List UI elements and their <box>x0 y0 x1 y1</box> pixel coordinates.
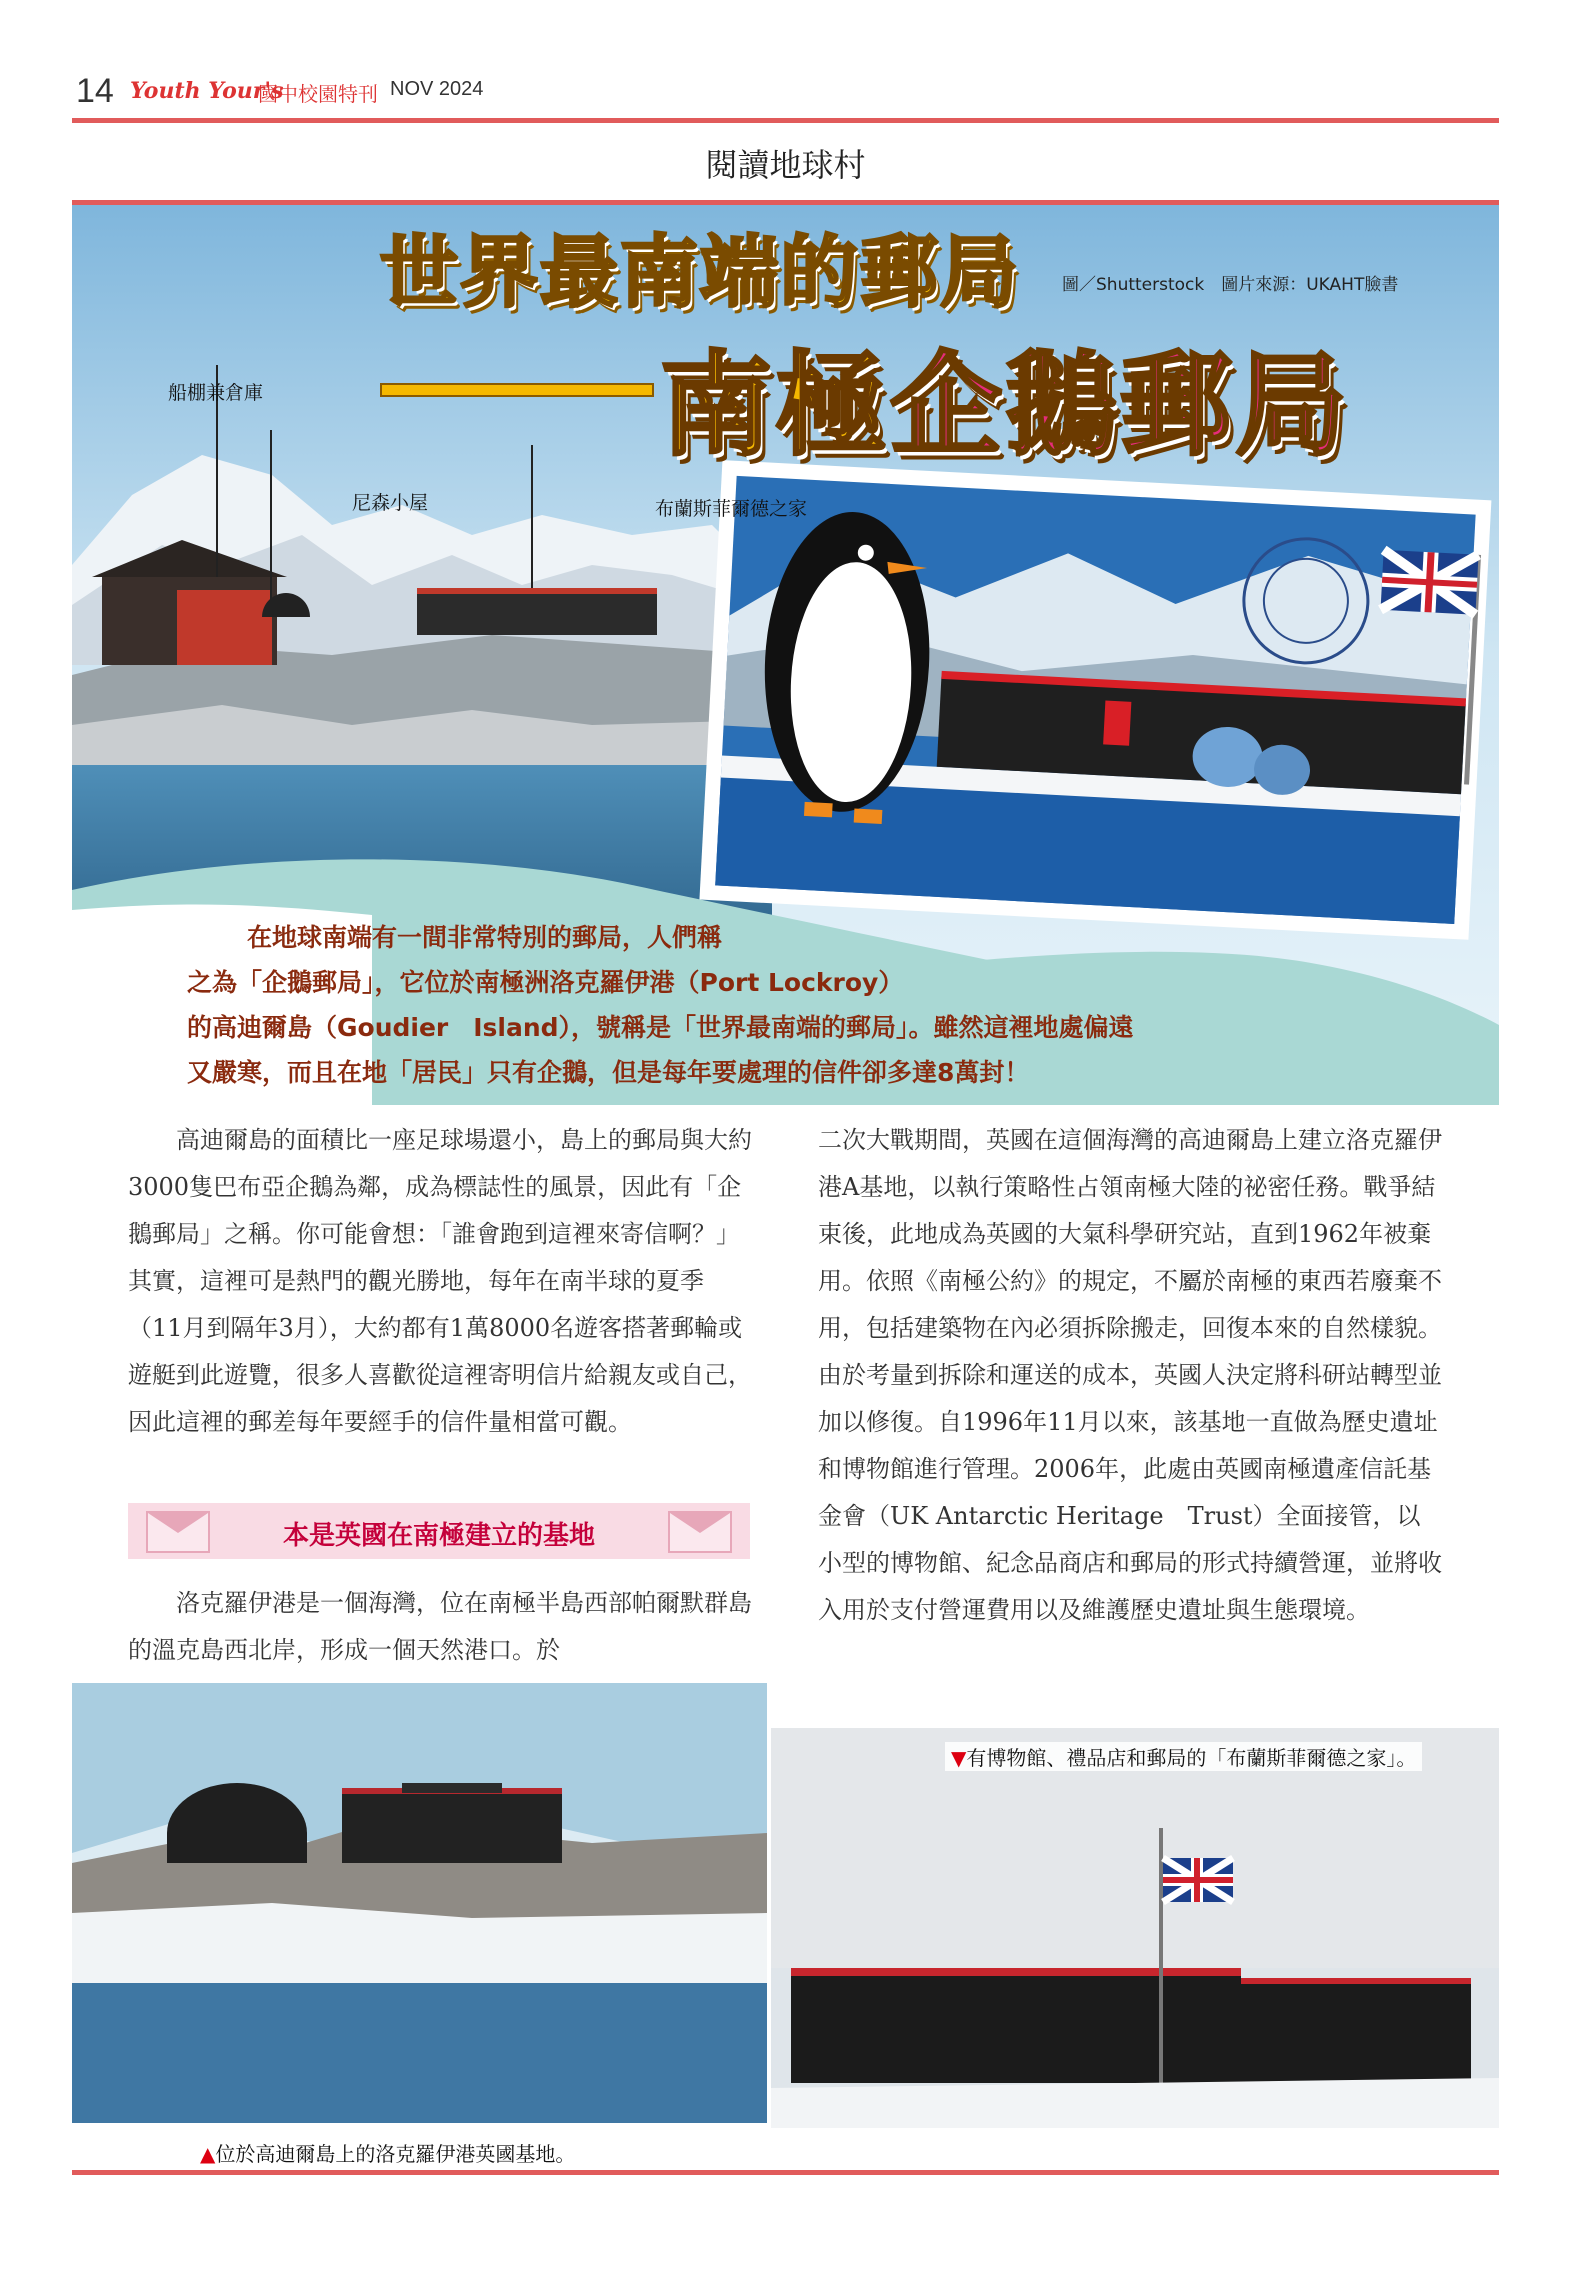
column-left-continued <box>128 1580 753 1674</box>
intro-line: 的高迪爾島（Goudier Island），號稱是「世界最南端的郵局」。雖然這裡地處偏遠 <box>187 1013 1134 1042</box>
headline-line1: 世界最南端的郵局 <box>380 228 1021 318</box>
label-boathouse: 船棚兼倉庫 <box>168 382 264 404</box>
caption-triangle-icon: ▲ <box>200 2142 216 2166</box>
page-number: 14 <box>76 72 114 110</box>
photo2-caption-text: 有博物館、禮品店和郵局的「布蘭斯菲爾德之家」。 <box>966 1746 1417 1770</box>
footer-rule <box>72 2170 1499 2175</box>
headline-line2 <box>660 316 1350 477</box>
label-nissen-hut: 尼森小屋 <box>352 492 429 514</box>
headline-dash <box>380 383 654 397</box>
photo-base-image <box>72 1683 767 2123</box>
intro-paragraph <box>187 915 1237 1095</box>
headline-line2-part2: 企鵝郵局 <box>890 341 1350 471</box>
photo-credit: 圖／Shutterstock 圖片來源：UKAHT臉書 <box>1062 275 1399 295</box>
paragraph: 高迪爾島的面積比一座足球場還小，島上的郵局與大約3000隻巴布亞企鵝為鄰，成為標誌性的風景，因此有「企鵝郵局」之稱。你可能會想：「誰會跑到這裡來寄信啊？」其實，這裡可是熱門的觀光勝地，每年在南半球的夏季（11月到隔年3月），大約都有1萬8000名遊客搭著郵輪或遊艇到此遊覽，很多人喜歡從這裡寄明信片給親友或自己，因此這裡的郵差每年要經手的信件量相當可觀。 <box>128 1126 752 1436</box>
issue-date: NOV 2024 <box>390 78 484 100</box>
photo2-caption <box>945 1742 1422 1771</box>
photo1-caption-text: 位於高迪爾島上的洛克羅伊港英國基地。 <box>215 2142 576 2166</box>
caption-triangle-icon: ▼ <box>951 1746 967 1770</box>
section-title: 閱讀地球村 <box>705 146 866 184</box>
paragraph: 洛克羅伊港是一個海灣，位在南極半島西部帕爾默群島的溫克島西北岸，形成一個天然港口。於 <box>128 1589 752 1664</box>
publication-name: 國中校園特刊 <box>258 82 378 106</box>
column-right <box>818 1117 1443 1634</box>
subheading-box <box>128 1503 750 1559</box>
header-rule <box>72 118 1499 123</box>
photo1-caption <box>200 2138 575 2167</box>
intro-line: 又嚴寒，而且在地「居民」只有企鵝，但是每年要處理的信件卻多達8萬封！ <box>187 1058 1030 1087</box>
photo-bransfield-house <box>771 1728 1499 2128</box>
label-bransfield-house: 布蘭斯菲爾德之家 <box>655 498 808 520</box>
page-header <box>72 70 1502 120</box>
paragraph: 二次大戰期間，英國在這個海灣的高迪爾島上建立洛克羅伊港A基地，以執行策略性占領南極大陸的祕密任務。戰爭結束後，此地成為英國的大氣科學研究站，直到1962年被棄用。依照《南極公約》的規定，不屬於南極的東西若廢棄不用，包括建築物在內必須拆除搬走，回復本來的自然樣貌。由於考量到拆除和運送的成本，英國人決定將科研站轉型並加以修復。自1996年11月以來，該基地一直做為歷史遺址和博物館進行管理。2006年，此處由英國南極遺產信託基金會（UK Antarctic Heritage Trust）全面接管，以小型的博物館、紀念品商店和郵局的形式持續營運，並將收入用於支付營運費用以及維護歷史遺址與生態環境。 <box>818 1126 1442 1624</box>
photo-house-image <box>771 1728 1499 2128</box>
headline-line2-part1: 南極 <box>660 341 890 471</box>
intro-line: 之為「企鵝郵局」，它位於南極洲洛克羅伊港（Port Lockroy） <box>187 968 904 997</box>
column-left <box>128 1117 753 1446</box>
photo-port-lockroy-base <box>72 1683 767 2123</box>
brand-logo: Youth Your's <box>130 78 284 104</box>
intro-line: 在地球南端有一間非常特別的郵局，人們稱 <box>247 923 723 952</box>
subheading: 本是英國在南極建立的基地 <box>282 1521 595 1551</box>
